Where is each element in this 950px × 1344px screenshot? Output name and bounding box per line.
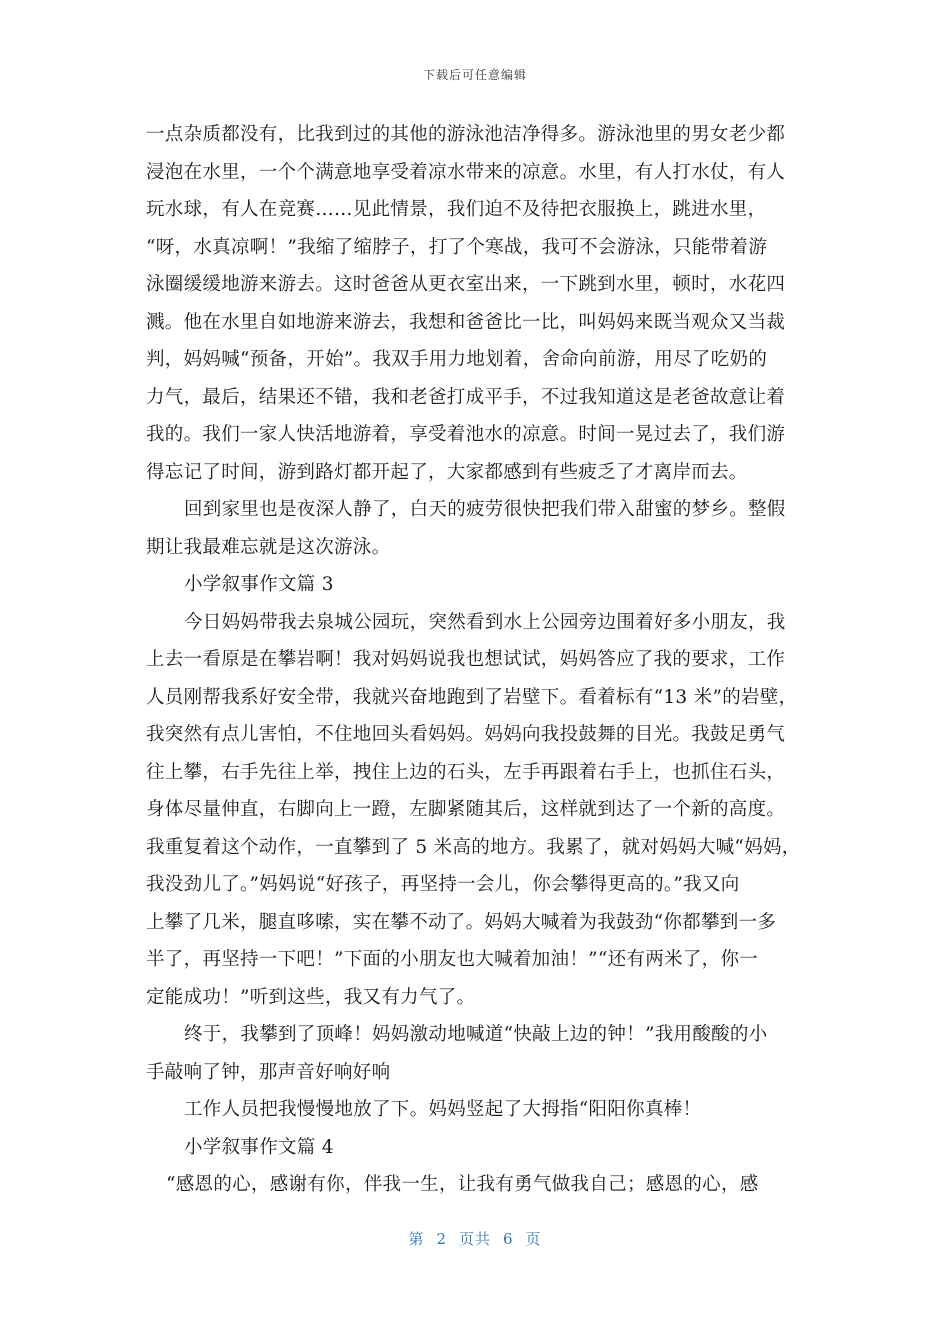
text-line: “呀，水真凉啊！”我缩了缩脖子，打了个寒战，我可不会游泳，只能带着游 — [146, 236, 768, 258]
text-line: 人员刚帮我系好安全带，我就兴奋地跑到了岩壁下。看着标有“13 米”的岩壁， — [146, 686, 798, 708]
text-line: 上攀了几米，腿直哆嗦，实在攀不动了。妈妈大喊着为我鼓劲“你都攀到一多 — [146, 911, 777, 933]
text-line: 我重复着这个动作，一直攀到了 5 米高的地方。我累了，就对妈妈大喊“妈妈， — [146, 836, 801, 858]
text-line: 半了，再坚持一下吧！”下面的小朋友也大喊着加油！”“还有两米了，你一 — [146, 949, 759, 970]
section-heading: 小学叙事作文篇 3 — [184, 574, 334, 595]
footer-total-pages: 6 — [503, 1230, 514, 1248]
text-line: 身体尽量伸直，右脚向上一蹬，左脚紧随其后，这样就到达了一个新的高度。 — [146, 799, 786, 820]
paragraph-start-line: 工作人员把我慢慢地放了下。妈妈竖起了大拇指“阳阳你真棒！ — [184, 1099, 702, 1120]
footer-di: 第 — [408, 1230, 425, 1248]
text-line: 力气，最后，结果还不错，我和老爸打成平手，不过我知道这是老爸故意让着 — [146, 386, 786, 408]
paragraph-start-line: “感恩的心，感谢有你，伴我一生，让我有勇气做我自己；感恩的心，感 — [166, 1174, 759, 1195]
text-line: 我没劲儿了。”妈妈说“好孩子，再坚持一会儿，你会攀得更高的。”我又向 — [146, 874, 740, 895]
text-line: 定能成功！”听到这些，我又有力气了。 — [146, 986, 476, 1008]
text-line: 得忘记了时间，游到路灯都开起了，大家都感到有些疲乏了才离岸而去。 — [146, 461, 748, 483]
paragraph-start-line: 回到家里也是夜深人静了，白天的疲劳很快把我们带入甜蜜的梦乡。整假 — [184, 499, 786, 520]
paragraph-start-line: 终于，我攀到了顶峰！妈妈激动地喊道“快敲上边的钟！”我用酸酸的小 — [184, 1024, 768, 1045]
document-body — [146, 116, 806, 1204]
text-line: 一点杂质都没有，比我到过的其他的游泳池洁净得多。游泳池里的男女老少都 — [146, 124, 786, 145]
footer-ye-gong: 页共 — [458, 1230, 491, 1248]
text-line: 往上攀，右手先往上举，拽住上边的石头，左手再跟着右手上，也抓住石头， — [146, 761, 786, 783]
text-line: 我的。我们一家人快活地游着，享受着池水的凉意。时间一晃过去了，我们游 — [146, 424, 786, 445]
paragraph-start-line: 今日妈妈带我去泉城公园玩，突然看到水上公园旁边围着好多小朋友，我 — [184, 611, 786, 633]
text-line: 泳圈缓缓地游来游去。这时爸爸从更衣室出来，一下跳到水里，顿时，水花四 — [146, 274, 786, 295]
footer-current-page: 2 — [436, 1230, 447, 1248]
text-line: 我突然有点儿害怕，不住地回头看妈妈。妈妈向我投鼓舞的目光。我鼓足勇气 — [146, 724, 786, 745]
text-line: 玩水球，有人在竞赛……见此情景，我们迫不及待把衣服换上，跳进水里， — [146, 199, 767, 220]
text-line: 手敲响了钟，那声音好响好响 — [146, 1061, 391, 1083]
page-header: 下载后可任意编辑 — [422, 68, 527, 82]
footer-ye: 页 — [525, 1230, 542, 1248]
text-line: 判，妈妈喊“预备，开始”。我双手用力地划着，舍命向前游，用尽了吃奶的 — [146, 349, 768, 370]
text-line: 浸泡在水里，一个个满意地享受着凉水带来的凉意。水里，有人打水仗，有人 — [146, 161, 786, 183]
text-line: 溅。他在水里自如地游来游去，我想和爸爸比一比，叫妈妈来既当观众又当裁 — [146, 311, 786, 333]
text-line: 期让我最难忘就是这次游泳。 — [146, 536, 391, 558]
page-number-footer — [0, 1228, 950, 1249]
text-line: 上去一看原是在攀岩啊！我对妈妈说我也想试试，妈妈答应了我的要求，工作 — [146, 649, 786, 670]
section-heading: 小学叙事作文篇 4 — [184, 1136, 334, 1158]
